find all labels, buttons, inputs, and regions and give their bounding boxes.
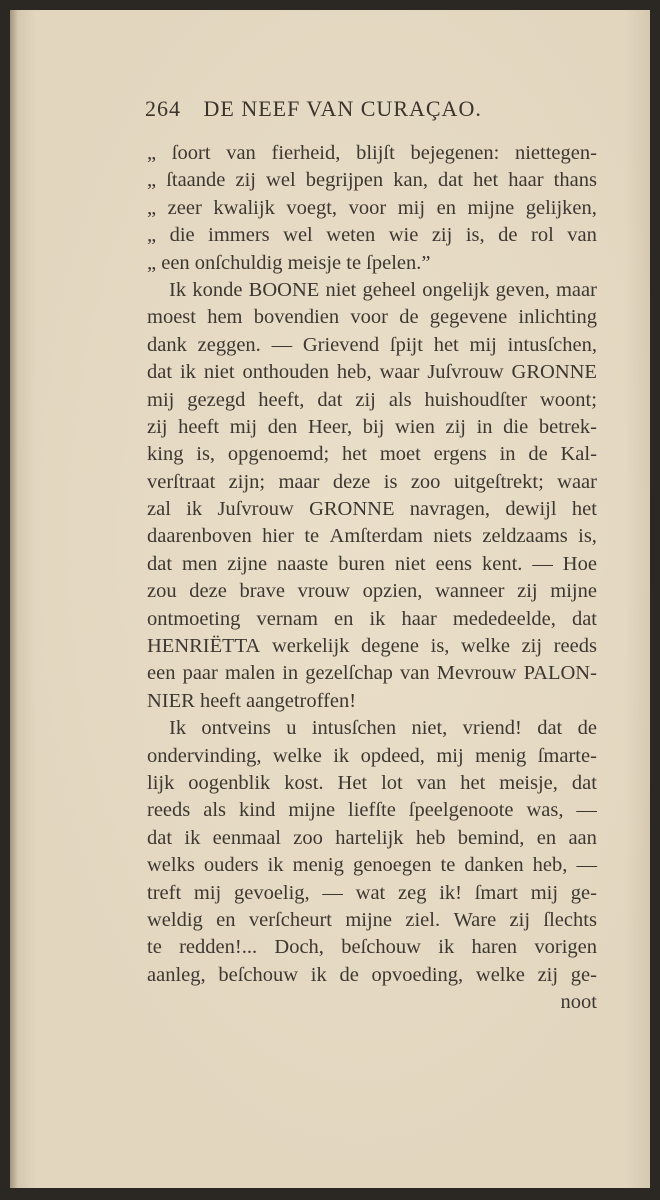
text-line: HENRIËTTA werkelijk degene is, welke zij reeds xyxy=(147,635,597,658)
text-line: dank zeggen. — Grievend ſpijt het mij intusſchen, xyxy=(147,333,597,356)
text-line: dat men zijne naaste buren niet eens kent. — Hoe xyxy=(147,552,597,575)
running-header xyxy=(145,96,505,126)
text-line: ondervinding, welke ik opdeed, mij menig ſmarte- xyxy=(147,744,597,767)
text-line: „ een onſchuldig meisje te ſpelen.” xyxy=(147,251,431,274)
catchword: noot xyxy=(560,991,597,1014)
text-line: weldig en verſcheurt mijne ziel. Ware zij ſlechts xyxy=(147,908,597,931)
text-line: een paar malen in gezelſchap van Mevrouw PALON- xyxy=(147,662,597,685)
text-line: moest hem bovendien voor de gegevene inlichting xyxy=(147,306,597,329)
text-line: zou deze brave vrouw opzien, wanneer zij mijne xyxy=(147,580,597,603)
text-line: NIER heeft aangetroffen! xyxy=(147,689,357,712)
text-line: te redden!... Doch, beſchouw ik haren vorigen xyxy=(147,936,597,959)
text-line: verſtraat zijn; maar deze is zoo uitgeſtrekt; waar xyxy=(147,470,597,493)
text-line: „ ſoort van fierheid, blijſt bejegenen: niettegen- xyxy=(147,142,597,164)
text-line: „ ſtaande zij wel begrijpen kan, dat het haar thans xyxy=(147,169,597,192)
text-line: zal ik Juſvrouw GRONNE navragen, dewijl het xyxy=(147,498,597,521)
text-line: Ik ontveins u intusſchen niet, vriend! dat de xyxy=(169,717,597,740)
text-line: daarenboven hier te Amſterdam niets zeldzaams is, xyxy=(147,525,597,548)
text-line: „ die immers wel weten wie zij is, de rol van xyxy=(147,224,597,247)
text-line: dat ik niet onthouden heb, waar Juſvrouw GRONNE xyxy=(147,361,597,384)
text-line: lijk oogenblik kost. Het lot van het meisje, dat xyxy=(147,771,597,794)
text-line: Ik konde BOONE niet geheel ongelijk geven, maar xyxy=(169,278,597,301)
text-line: treft mij gevoelig, — wat zeg ik! ſmart mij ge- xyxy=(147,881,597,904)
running-title: DE NEEF VAN CURAÇAO. xyxy=(203,96,482,121)
text-line: zij heeft mij den Heer, bij wien zij in die betrek- xyxy=(147,415,597,438)
text-line: king is, opgenoemd; het moet ergens in de Kal- xyxy=(147,443,597,466)
text-line: mij gezegd heeft, dat zij als huishoudſter woont; xyxy=(147,388,597,411)
text-line: „ zeer kwalijk voegt, voor mij en mijne gelijken, xyxy=(147,196,597,219)
text-line: dat ik eenmaal zoo hartelijk heb bemind, en aan xyxy=(147,826,597,849)
text-line: reeds als kind mijne liefſte ſpeelgenoote was, — xyxy=(147,799,597,822)
page-number: 264 xyxy=(145,96,181,121)
text-line: aanleg, beſchouw ik de opvoeding, welke zij ge- xyxy=(147,963,597,986)
body-text xyxy=(147,140,597,1017)
text-line: ontmoeting vernam en ik haar mededeelde, dat xyxy=(147,607,597,630)
page-gutter-shadow xyxy=(10,10,18,1188)
text-line: welks ouders ik menig genoegen te danken heb, — xyxy=(147,854,597,877)
